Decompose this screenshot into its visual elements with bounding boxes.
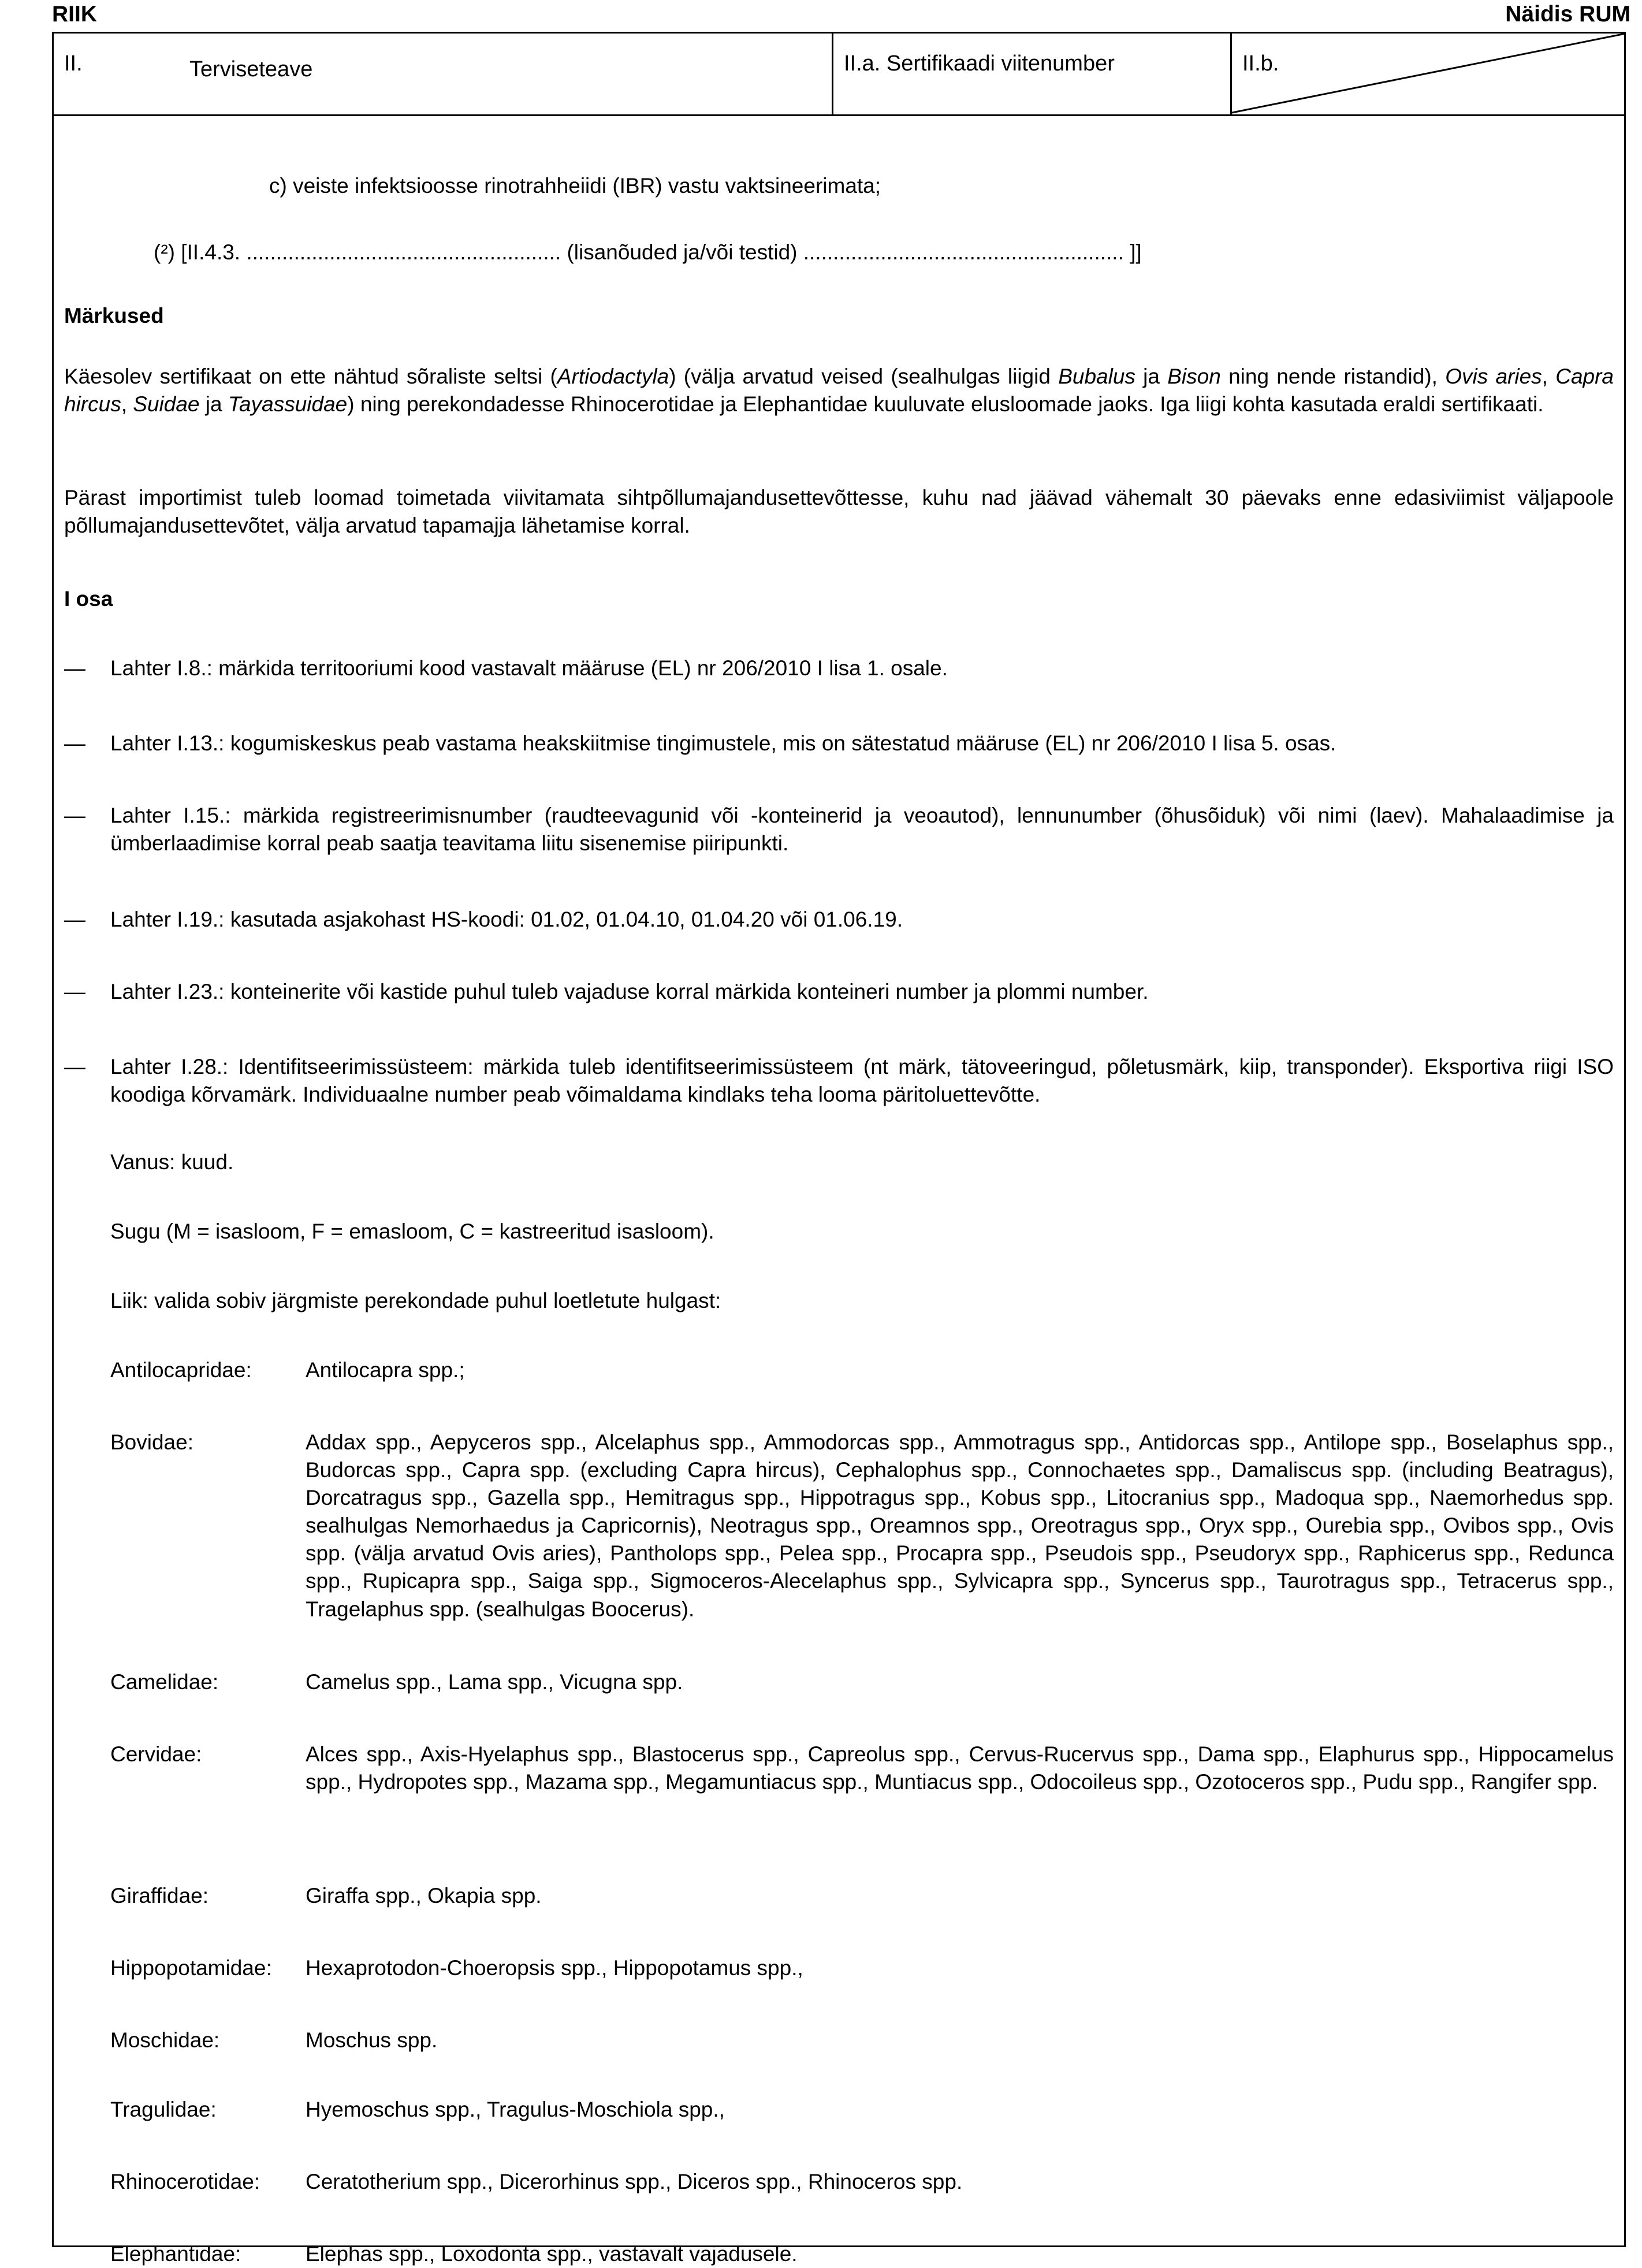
header-iib-cell — [1232, 34, 1626, 114]
country-label: RIIK — [52, 2, 97, 27]
iib-label: II.b. — [1242, 51, 1279, 76]
item-c: c) veiste infektsioosse rinotrahheiidi (IBR) vastu vaktsineerimata; — [269, 174, 881, 198]
remarks-paragraph-2: Pärast importimist tuleb loomad toimetada viivitamata sihtpõllumajandusettevõttesse, kuhu nad jäävad vähemalt 30 päevaks enne edasiviimist väljapoole põllumajandusettevõtet, välja arvatud tapamajja lähetamise korral. — [64, 486, 1614, 538]
vanus-note: Vanus: kuud. — [110, 1150, 234, 1174]
certificate-frame: II. Terviseteave II.a. Sertifikaadi viitenumber II.b. c) veiste infektsioosse rinotrahheiidi (IBR) vastu vaktsineerimata; (²) [II.4.3. ..................................................... (lisanõuded ja/või testid) ...................................................... ]] Märkused Käesolev sertifikaat on ette nähtud sõraliste seltsi (Artiodactyla) (välja arvatud veised (sealhulgas liigid Bubalus ja Bison ning nende ristandid), Ovis aries, Capra hircus, Suidae ja Tayassuidae) ning perekondadesse Rhinocerotidae ja Elephantidae kuuluvate elusloomade jaoks. Iga liigi kohta kasutada eraldi sertifikaati. Pärast importimist tuleb loomad toimetada viivitamata sihtpõllumajandusettevõttesse, kuhu nad jäävad vähemalt 30 päevaks enne edasiviimist väljapoole põllumajandusettevõtet, välja arvatud tapamajja lähetamise korral. I osa — Lahter I.8.: märkida territooriumi kood vastavalt määruse (EL) nr 206/2010 I lisa 1. osale. — Lahter I.13.: kogumiskeskus peab vastama heakskiitmise tingimustele, mis on sätestatud määruse (EL) nr 206/2010 I lisa 5. osas. — Lahter I.15.: märkida registreerimisnumber (raudteevagunid või -konteinerid ja veoautod), lennunumber (õhusõiduk) või nimi (laev). Mahalaadimise ja ümberlaadimise korral peab saatja teavitama liitu sisenemise piiripunkti. — Lahter I.19.: kasutada asjakohast HS-koodi: 01.02, 01.04.10, 01.04.20 või 01.06.19. — Lahter I.23.: konteinerite või kastide puhul tuleb vajaduse korral märkida konteineri number ja plommi number. — Lahter I.28.: Identifitseerimissüsteem: märkida tuleb identifitseerimissüsteem (nt märk, tätoveeringud, põletusmärk, kiip, transponder). Eksportiva riigi ISO koodiga kõrvamärk. Individuaalne number peab võimaldama kindlaks teha looma päritoluettevõtte. Vanus: kuud. Sugu (M = isasloom, F = emasloom, C = kastreeritud isasloom). Liik: valida sobiv järgmiste perekondade puhul loetletute hulgast: Antilocapridae: Antilocapra spp.; Bovidae: Addax spp., Aepyceros spp., Alcelaphus spp., Ammodorcas spp., Ammotragus spp., Antidorcas spp., Antilope spp., Boselaphus spp., Budorcas spp., Capra spp. (excluding Capra hircus), Cephalophus spp., Connochaetes spp., Damaliscus spp. (including Beatragus), Dorcatragus spp., Gazella spp., Hemitragus spp., Hippotragus spp., Kobus spp., Litocranius spp., Madoqua spp., Naemorhedus spp. sealhulgas Nemorhaedus ja Capricornis), Neotragus spp., Oreamnos spp., Oreotragus spp., Oryx spp., Ourebia spp., Ovibos spp., Ovis spp. (välja arvatud Ovis aries), Pantholops spp., Pelea spp., Procapra spp., Pseudois spp., Pseudoryx spp., Raphicerus spp., Redunca spp., Rupicapra spp., Saiga spp., Sigmoceros-Alecelaphus spp., Sylvicapra spp., Syncerus spp., Taurotragus spp., Tetracerus spp., Tragelaphus spp. (sealhulgas Boocerus). Camelidae: Camelus spp., Lama spp., Vicugna spp. Cervidae: Alces spp., Axis-Hyelaphus spp., Blastocerus spp., Capreolus spp., Cervus-Rucervus spp., Dama spp., Elaphurus spp., Hippocamelus spp., Hydropotes spp., Mazama spp., Megamuntiacus spp., Muntiacus spp., Odocoileus spp., Ozotoceros spp., Pudu spp., Rangifer spp. Giraffidae: Giraffa spp., Okapia spp. Hippopotamidae: Hexaprotodon-Choeropsis spp., Hippopotamus spp., Moschidae: Moschus spp. Tragulidae: Hyemoschus spp., Tragulus-Moschiola spp., Rhinocerotidae: Ceratotherium spp., Dicerorhinus spp., Diceros spp., Rhinoceros spp. Elephantidae: Elephas spp., Loxodonta spp., vastavalt vajadusele. — [52, 32, 1626, 2247]
footnote-line: (²) [II.4.3. ..................................................... (lisanõuded ja/või testid) ...................................................... ]] — [154, 240, 1142, 264]
remarks-heading: Märkused — [64, 304, 164, 328]
liik-note: Liik: valida sobiv järgmiste perekondade puhul loetletute hulgast: — [110, 1289, 721, 1313]
section-header — [54, 34, 1624, 116]
diagonal-line — [1232, 34, 1626, 114]
section-number: II. — [64, 51, 83, 76]
header-section-cell — [54, 34, 833, 114]
ref-number-label: II.a. Sertifikaadi viitenumber — [844, 51, 1115, 76]
remarks-paragraph-1: Käesolev sertifikaat on ette nähtud sõraliste seltsi (Artiodactyla) (välja arvatud veised (sealhulgas liigid Bubalus ja Bison ning nende ristandid), Ovis aries, Capra hircus, Suidae ja Tayassuidae) ning perekondadesse Rhinocerotidae ja Elephantidae kuuluvate elusloomade jaoks. Iga liigi kohta kasutada eraldi sertifikaati. — [64, 365, 1614, 417]
section-title: Terviseteave — [189, 57, 313, 81]
page-top — [52, 0, 1630, 29]
header-ref-cell — [833, 34, 1232, 114]
sugu-note: Sugu (M = isasloom, F = emasloom, C = kastreeritud isasloom). — [110, 1219, 714, 1243]
part-heading: I osa — [64, 587, 113, 611]
model-label: Näidis RUM — [1505, 2, 1630, 27]
